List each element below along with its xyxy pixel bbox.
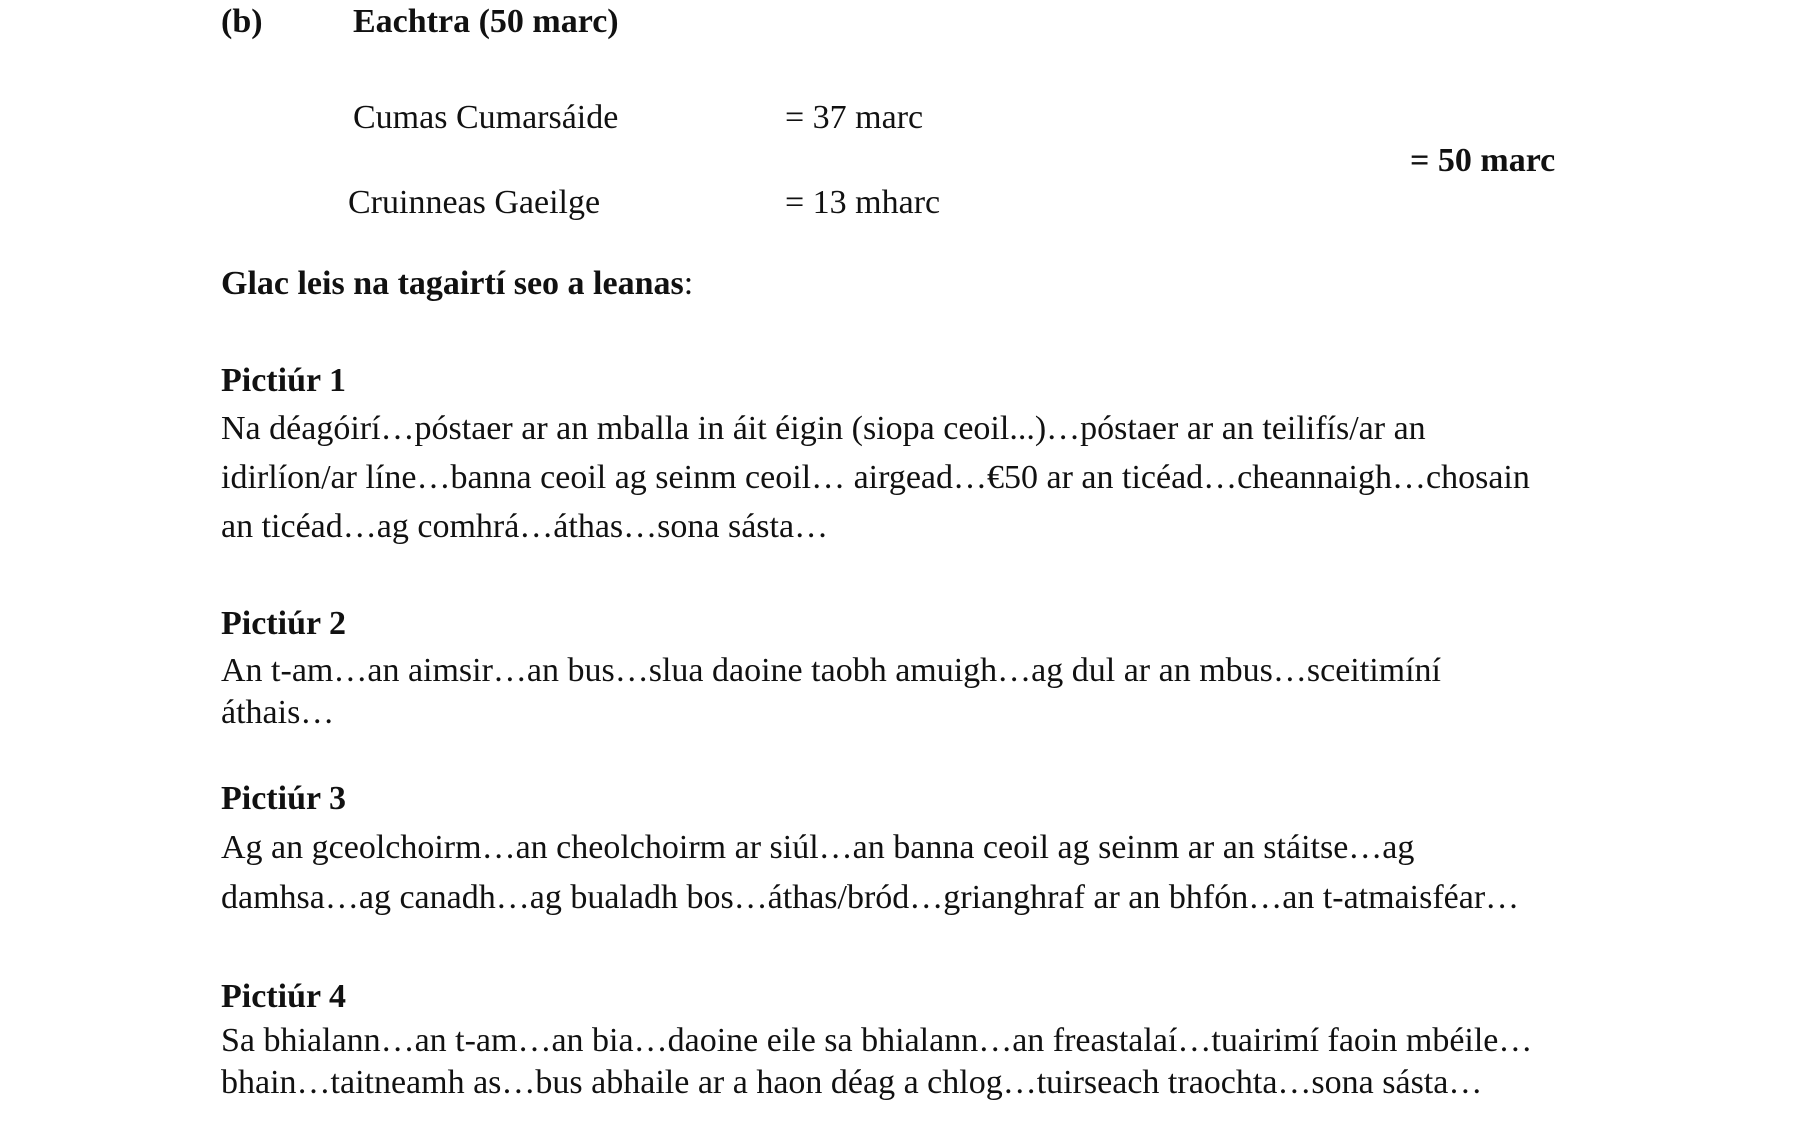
picture-2-heading: Pictiúr 2 [221, 605, 346, 642]
marks-row-2-value: = 13 mharc [785, 184, 941, 221]
picture-3-text [221, 823, 1671, 923]
instruction-suffix: : [683, 265, 694, 302]
instruction-text: Glac leis na tagairtí seo a leanas [221, 265, 684, 302]
instruction [221, 267, 693, 301]
marks-row-1-value: = 37 marc [785, 99, 924, 136]
picture-4-line-2: bhain…taitneamh as…bus abhaile ar a haon déag a chlog…tuirseach traochta…sona sásta… [221, 1064, 1483, 1101]
picture-1-line-2: idirlíon/ar líne…banna ceoil ag seinm ceoil… airgead…€50 ar an ticéad…cheannaigh…chosain [221, 459, 1530, 496]
picture-1-line-3: an ticéad…ag comhrá…áthas…sona sásta… [221, 508, 829, 545]
picture-2-line-1: An t-am…an aimsir…an bus…slua daoine taobh amuigh…ag dul ar an mbus…sceitimíní [221, 652, 1441, 689]
marks-total: = 50 marc [1410, 142, 1556, 179]
marks-row-1-name: Cumas Cumarsáide [353, 99, 619, 136]
picture-2-text [221, 650, 1671, 734]
section-label: (b) [221, 3, 263, 40]
picture-4-heading: Pictiúr 4 [221, 978, 346, 1015]
section-title: Eachtra (50 marc) [353, 3, 619, 40]
picture-3-line-1: Ag an gceolchoirm…an cheolchoirm ar siúl…an banna ceoil ag seinm ar an stáitse…ag [221, 829, 1415, 866]
picture-2-line-2: áthais… [221, 694, 335, 731]
picture-4-line-1: Sa bhialann…an t-am…an bia…daoine eile sa bhialann…an freastalaí…tuairimí faoin mbéile… [221, 1022, 1533, 1059]
picture-3-heading: Pictiúr 3 [221, 780, 346, 817]
picture-1-line-1: Na déagóirí…póstaer ar an mballa in áit éigin (siopa ceoil...)…póstaer ar an teilifís/ar an [221, 410, 1426, 447]
picture-1-heading: Pictiúr 1 [221, 362, 346, 399]
picture-4-text [221, 1020, 1671, 1104]
picture-3-line-2: damhsa…ag canadh…ag bualadh bos…áthas/bród…grianghraf ar an bhfón…an t-atmaisféar… [221, 879, 1520, 916]
picture-1-text [221, 404, 1671, 551]
marks-row-2-name: Cruinneas Gaeilge [348, 184, 601, 221]
